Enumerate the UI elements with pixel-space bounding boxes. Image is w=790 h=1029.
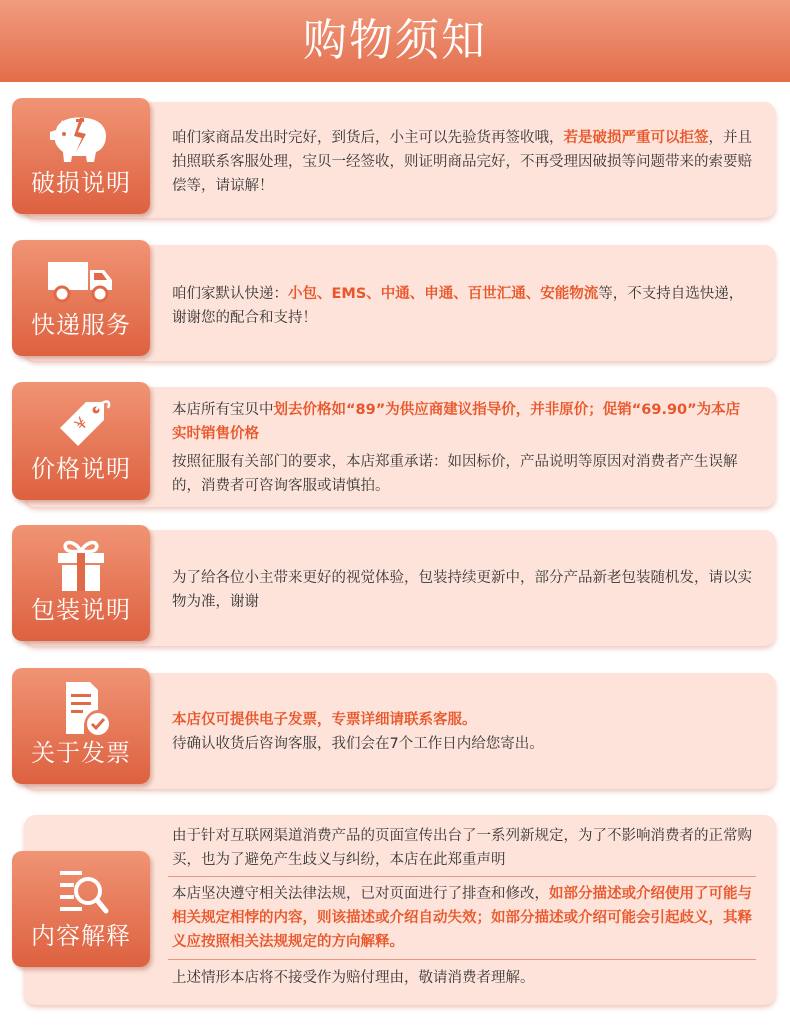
- highlight-segment: 划去价格如“89”为供应商建议指导价，并非原价；促销“69.90”为本店实时销售价格: [172, 402, 741, 442]
- price-tag-icon: [46, 394, 116, 450]
- paragraph: [172, 708, 752, 732]
- text-segment: 咱们家默认快递：: [172, 286, 288, 302]
- page-header: [0, 0, 790, 82]
- text-segment: 按照征服有关部门的要求，本店郑重承诺：如因标价，产品说明等原因对消费者产生误解的，消费者可咨询客服或请慎拍。: [172, 454, 738, 494]
- text-segment: 由于针对互联网渠道消费产品的页面宣传出台了一系列新规定，为了不影响消费者的正常购买，也为了避免产生歧义与纠纷，本店在此郑重声明: [172, 828, 752, 868]
- divider: [168, 959, 756, 960]
- gift-box-icon: [46, 537, 116, 593]
- section-delivery-text: [172, 282, 752, 330]
- badge-label: 关于发票: [31, 739, 131, 767]
- badge-label: 内容解释: [31, 922, 131, 950]
- text-segment: 上述情形本店将不接受作为赔付理由，敬请消费者理解。: [172, 970, 535, 986]
- section-package-text: [172, 566, 752, 614]
- paragraph: [172, 398, 752, 446]
- text-segment: 等，不支持自选快递，谢谢您的配合和支持！: [172, 286, 744, 326]
- page-title: 购物须知: [303, 15, 487, 66]
- text-segment: 本店所有宝贝中: [172, 402, 274, 418]
- section-content-para2: [172, 882, 752, 954]
- section-content-para3: [172, 966, 752, 990]
- badge-damage: [12, 98, 150, 214]
- highlight-segment: 小包、EMS、中通、申通、百世汇通、安能物流: [288, 286, 599, 302]
- highlight-segment: 如部分描述或介绍使用了可能与相关规定相悖的内容，则该描述或介绍自动失效；如部分描述或介绍可能会引起歧义，其释义应按照相关法规规定的方向解释。: [172, 886, 752, 950]
- badge-label: 快递服务: [31, 311, 131, 339]
- text-segment: ，并且拍照联系客服处理，宝贝一经签收，则证明商品完好，不再受理因破损等问题带来的索要赔偿等，请谅解！: [172, 130, 752, 194]
- broken-piggy-bank-icon: [46, 110, 116, 166]
- paragraph: [172, 732, 752, 756]
- invoice-check-icon: [46, 680, 116, 736]
- paragraph: [172, 450, 752, 498]
- delivery-truck-icon: [46, 252, 116, 308]
- divider: [168, 876, 756, 877]
- highlight-segment: 本店仅可提供电子发票，专票详细请联系客服。: [172, 712, 477, 728]
- section-invoice-text: [172, 708, 752, 756]
- badge-content: [12, 851, 150, 967]
- text-segment: 为了给各位小主带来更好的视觉体验，包装持续更新中，部分产品新老包装随机发，请以实物为准，谢谢: [172, 570, 752, 610]
- search-document-icon: [46, 863, 116, 919]
- badge-price: [12, 382, 150, 500]
- text-segment: 本店坚决遵守相关法律法规，已对页面进行了排查和修改，: [172, 886, 549, 902]
- section-damage-text: [172, 126, 752, 198]
- section-price-text: [172, 398, 752, 498]
- section-content-para1: [172, 824, 752, 872]
- badge-label: 包装说明: [31, 596, 131, 624]
- highlight-segment: 若是破损严重可以拒签: [563, 130, 709, 146]
- svg-text:¥: ¥: [70, 413, 92, 434]
- badge-label: 价格说明: [31, 455, 131, 483]
- badge-delivery: [12, 240, 150, 356]
- badge-package: [12, 525, 150, 641]
- text-segment: 咱们家商品发出时完好，到货后，小主可以先验货再签收哦，: [172, 130, 564, 146]
- badge-invoice: [12, 668, 150, 784]
- text-segment: 待确认收货后咨询客服，我们会在7个工作日内给您寄出。: [172, 736, 544, 752]
- badge-label: 破损说明: [31, 169, 131, 197]
